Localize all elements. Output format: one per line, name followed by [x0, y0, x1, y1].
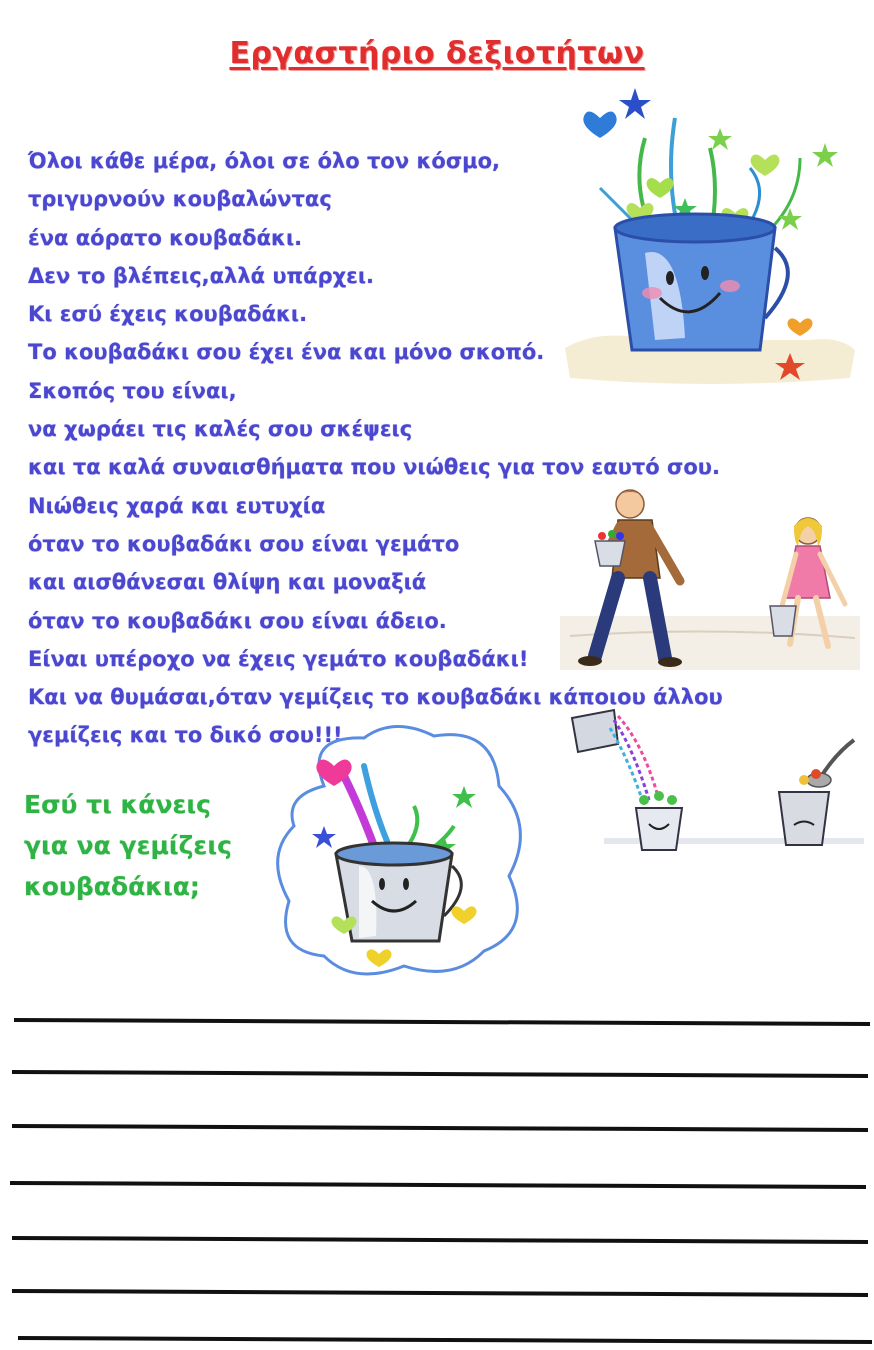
answer-line [12, 1126, 868, 1130]
answer-line [12, 1072, 868, 1076]
poem-line: ένα αόρατο κουβαδάκι. [28, 225, 303, 250]
answer-line [12, 1238, 868, 1242]
question-line: για να γεμίζεις [24, 831, 232, 860]
answer-line [14, 1020, 870, 1024]
question-line: κουβαδάκια; [24, 872, 200, 901]
poem-line: Είναι υπέροχο να έχεις γεμάτο κουβαδάκι! [28, 646, 529, 671]
poem-line: όταν το κουβαδάκι σου είναι άδειο. [28, 608, 447, 633]
poem-line: να χωράει τις καλές σου σκέψεις [28, 417, 413, 442]
poem-line: και αισθάνεσαι θλίψη και μοναξιά [28, 570, 427, 595]
poem-line: Το κουβαδάκι σου έχει ένα και μόνο σκοπό. [28, 340, 545, 365]
poem-line: Δεν το βλέπεις,αλλά υπάρχει. [28, 263, 375, 288]
answer-line [12, 1291, 868, 1295]
page-title: Εργαστήριο δεξιοτήτων [229, 36, 645, 71]
poem-line: όταν το κουβαδάκι σου είναι γεμάτο [28, 531, 460, 556]
poem-line: τριγυρνούν κουβαλώντας [28, 187, 332, 212]
poem-line: και τα καλά συναισθήματα που νιώθεις για τον εαυτό σου. [28, 455, 720, 480]
answer-line [10, 1183, 866, 1187]
question-line: Εσύ τι κάνεις [24, 790, 211, 819]
poem-line: Κι εσύ έχεις κουβαδάκι. [28, 302, 308, 327]
poem-line: Νιώθεις χαρά και ευτυχία [28, 493, 326, 518]
answer-line [18, 1338, 872, 1342]
poem-line: Και να θυμάσαι,όταν γεμίζεις το κουβαδάκι κάποιου άλλου [28, 685, 723, 710]
poem-line: Σκοπός του είναι, [28, 378, 237, 403]
poem-line: Όλοι κάθε μέρα, όλοι σε όλο τον κόσμο, [28, 149, 501, 173]
poem-line: γεμίζεις και το δικό σου!!! [28, 723, 343, 748]
